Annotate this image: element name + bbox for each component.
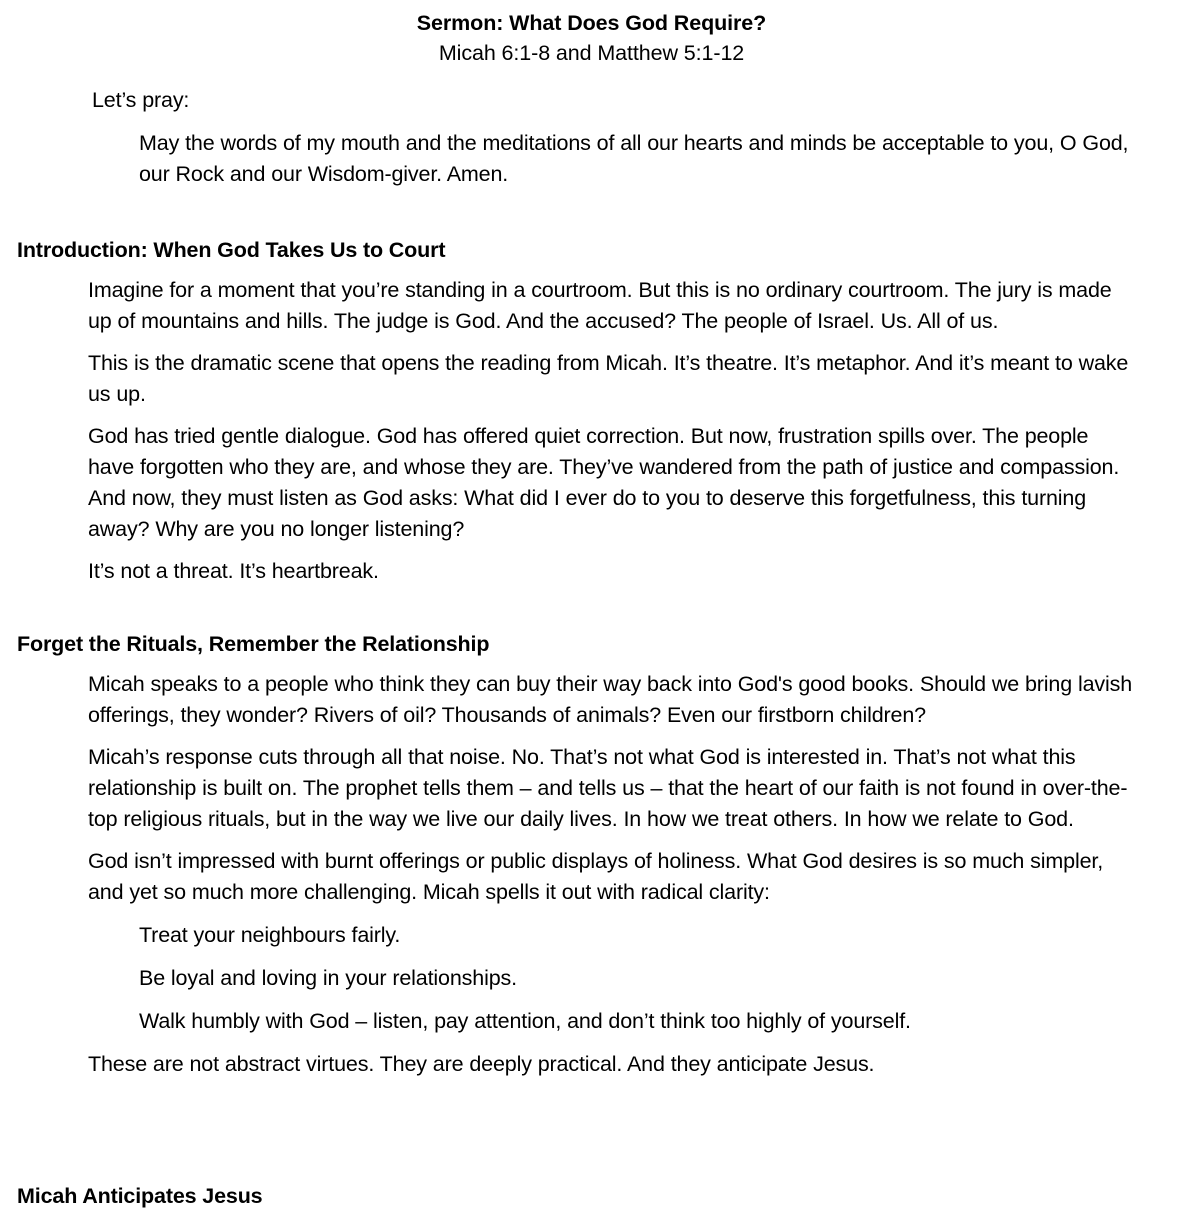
spacer <box>0 545 1183 556</box>
section-heading-introduction: Introduction: When God Takes Us to Court <box>17 238 446 262</box>
spacer <box>0 835 1183 846</box>
page-subtitle: Micah 6:1-8 and Matthew 5:1-12 <box>438 41 745 65</box>
prayer-text: May the words of my mouth and the meditations of all our hearts and minds be acceptable to you, O God, our Rock and our Wisdom-giver. Amen. <box>139 131 1129 186</box>
spacer <box>0 587 1183 629</box>
spacer <box>0 951 1183 963</box>
section-paragraph: God isn’t impressed with burnt offerings or public displays of holiness. What God desires is so much simpler, and yet so much more challenging. Micah spells it out with radical clarity: <box>88 849 1104 904</box>
spacer <box>0 410 1183 421</box>
list-item: Be loyal and loving in your relationships. <box>139 966 517 990</box>
section-heading-micah-anticipates-jesus: Micah Anticipates Jesus <box>17 1183 263 1208</box>
section-closing-paragraph: These are not abstract virtues. They are deeply practical. And they anticipate Jesus. <box>88 1052 875 1076</box>
section-paragraph: Imagine for a moment that you’re standing in a courtroom. But this is no ordinary courtroom. The jury is made up of mountains and hills. The judge is God. And the accused? The people of Israel. Us. All of us. <box>88 278 1112 333</box>
section-paragraph: Micah speaks to a people who think they can buy their way back into God's good books. Should we bring lavish offerings, they wonder? Rivers of oil? Thousands of animals? Even our firstborn children? <box>88 672 1133 727</box>
spacer <box>0 731 1183 742</box>
spacer <box>0 68 1183 85</box>
section-paragraph: This is the dramatic scene that opens the reading from Micah. It’s theatre. It’s metaphor. And it’s meant to wake us up. <box>88 351 1129 406</box>
spacer <box>0 190 1183 235</box>
spacer <box>0 116 1183 128</box>
spacer <box>0 1037 1183 1049</box>
page-title: Sermon: What Does God Require? <box>416 11 767 35</box>
prayer-prompt: Let’s pray: <box>92 88 190 112</box>
section-paragraph: God has tried gentle dialogue. God has offered quiet correction. But now, frustration spills over. The people have forgotten who they are, and whose they are. They’ve wandered from the path of justice and compassion. And now, they must listen as God asks: What did I ever do to you to deserve this forgetfulness, this turning away? Why are you no longer listening? <box>88 424 1120 541</box>
spacer <box>0 908 1183 920</box>
section-heading-forget-the-rituals: Forget the Rituals, Remember the Relationship <box>17 632 490 656</box>
spacer <box>0 660 1183 669</box>
spacer <box>0 266 1183 275</box>
section-paragraph: It’s not a threat. It’s heartbreak. <box>88 559 379 583</box>
spacer <box>0 994 1183 1006</box>
section-paragraph: Micah’s response cuts through all that noise. No. That’s not what God is interested in. That’s not what this relationship is built on. The prophet tells them – and tells us – that the heart of our faith is not found in over-the-top religious rituals, but in the way we live our daily lives. In how we treat others. In how we relate to God. <box>88 745 1128 831</box>
list-item: Treat your neighbours fairly. <box>139 923 401 947</box>
list-item: Walk humbly with God – listen, pay attention, and don’t think too highly of yourself. <box>139 1009 911 1033</box>
spacer <box>0 337 1183 348</box>
